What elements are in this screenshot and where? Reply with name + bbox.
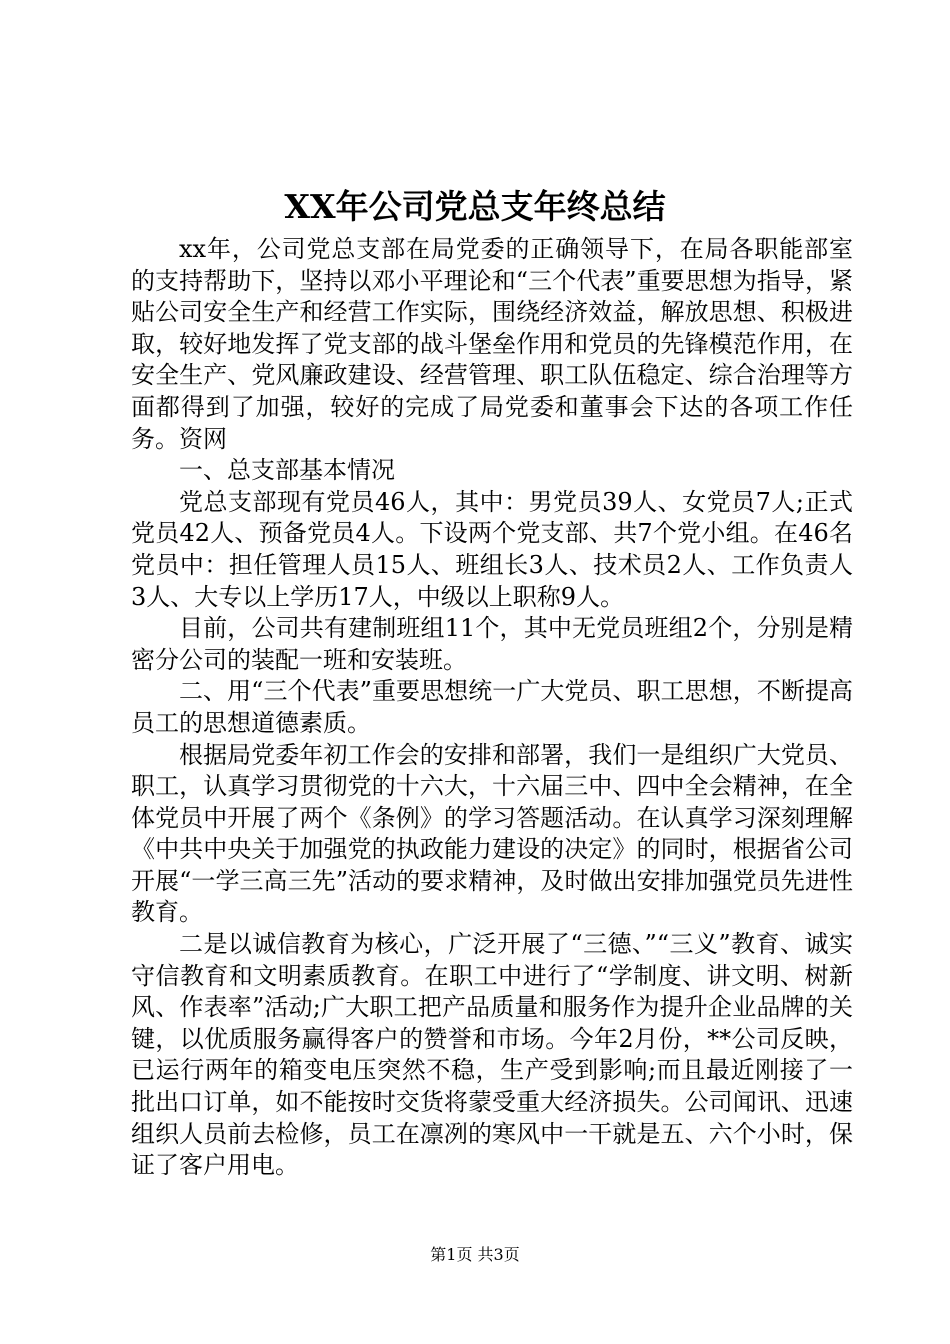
paragraph-integrity: 二是以诚信教育为核心，广泛开展了“三德、”“三义”教育、诚实守信教育和文明素质教育。在职工中进行了“学制度、讲文明、树新风、作表率”活动;广大职工把产品质量和服务作为提升企业品牌的关键，以优质服务赢得客户的赞誉和市场。今年2月份，**公司反映，已运行两年的箱变电压突然不稳，生产受到影响;而且最近刚接了一批出口订单，如不能按时交货将蒙受重大经济损失。公司闻讯、迅速组织人员前去检修，员工在凛冽的寒风中一干就是五、六个小时，保证了客户用电。: [131, 930, 853, 1180]
paragraph-intro: xx年，公司党总支部在局党委的正确领导下，在局各职能部室的支持帮助下，坚持以邓小平理论和“三个代表”重要思想为指导，紧贴公司安全生产和经营工作实际，围绕经济效益，解放思想、积极进取，较好地发挥了党支部的战斗堡垒作用和党员的先锋模范作用，在安全生产、党风廉政建设、经营管理、职工队伍稳定、综合治理等方面都得到了加强，较好的完成了局党委和董事会下达的各项工作任务。资网: [131, 235, 853, 453]
page-footer: 第1页 共3页: [430, 1245, 520, 1264]
paragraph-members: 党总支部现有党员46人，其中：男党员39人、女党员7人;正式党员42人、预备党员4人。下设两个党支部、共7个党小组。在46名党员中：担任管理人员15人、班组长3人、技术员2人、工作负责人3人、大专以上学历17人，中级以上职称9人。: [131, 487, 853, 611]
section-heading-1: 一、总支部基本情况: [179, 456, 395, 485]
document-body: [131, 234, 853, 1182]
document-title: XX年公司党总支年终总结: [284, 187, 666, 226]
paragraph-study: 根据局党委年初工作会的安排和部署，我们一是组织广大党员、职工，认真学习贯彻党的十六大，十六届三中、四中全会精神，在全体党员中开展了两个《条例》的学习答题活动。在认真学习深刻理解《中共中央关于加强党的执政能力建设的决定》的同时，根据省公司开展“一学三高三先”活动的要求精神，及时做出安排加强党员先进性教育。: [131, 740, 853, 927]
paragraph-teams: 目前，公司共有建制班组11个，其中无党员班组2个，分别是精密分公司的装配一班和安装班。: [131, 614, 853, 674]
section-heading-2: 二、用“三个代表”重要思想统一广大党员、职工思想，不断提高员工的思想道德素质。: [131, 677, 853, 737]
